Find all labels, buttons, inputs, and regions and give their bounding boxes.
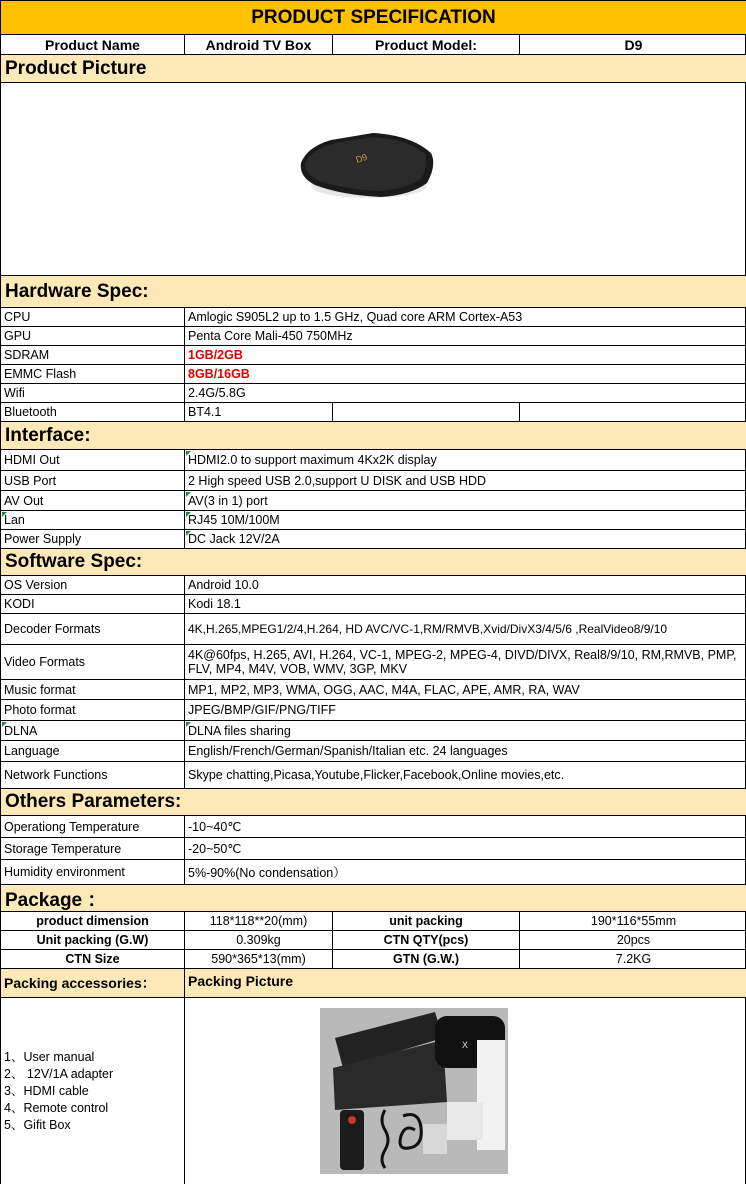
pk-value: 190*116*55mm	[519, 912, 746, 930]
sw-value: English/French/German/Spanish/Italian etc. 24 languages	[184, 741, 746, 761]
if-label: Lan	[1, 511, 184, 529]
if-row	[0, 450, 746, 471]
sw-row	[0, 721, 746, 741]
product-name-value: Android TV Box	[184, 35, 332, 54]
pk-row	[0, 931, 746, 950]
if-row	[0, 530, 746, 549]
sw-label: KODI	[4, 597, 35, 611]
hw-value: 2.4G/5.8G	[184, 384, 746, 402]
pk-label: Unit packing (G.W)	[36, 933, 149, 947]
sw-value: DLNA files sharing	[184, 721, 746, 740]
accessory-item: 1、User manual	[4, 1049, 95, 1064]
interface-heading: Interface:	[0, 422, 746, 450]
tv-box-image	[1, 83, 746, 276]
if-label: AV Out	[4, 493, 44, 508]
product-name-label: Product Name	[45, 36, 140, 53]
pk-value: 7.2KG	[519, 950, 746, 968]
accessories-list	[1, 998, 184, 1184]
pk-label: unit packing	[332, 912, 519, 930]
sw-label: Music format	[4, 682, 76, 697]
accessory-item: 2、 12V/1A adapter	[4, 1066, 114, 1081]
hw-label: EMMC Flash	[4, 367, 77, 381]
hw-row	[0, 403, 746, 422]
ot-value: 5%-90%(No condensation）	[184, 860, 746, 884]
others-heading: Others Parameters:	[0, 789, 746, 816]
if-row	[0, 511, 746, 530]
sw-label: Network Functions	[4, 768, 108, 782]
header-row	[0, 35, 746, 55]
product-model-label: Product Model:	[332, 35, 519, 54]
product-picture	[0, 83, 746, 276]
hw-label: CPU	[4, 310, 31, 324]
sw-label: DLNA	[1, 721, 184, 740]
pk-row	[0, 950, 746, 969]
sw-row	[0, 741, 746, 762]
hw-row	[0, 327, 746, 346]
pk-value: 590*365*13(mm)	[184, 950, 332, 968]
pk-value: 0.309kg	[184, 931, 332, 949]
ot-row	[0, 816, 746, 838]
sw-value: JPEG/BMP/GIF/PNG/TIFF	[184, 700, 746, 720]
hw-label: GPU	[4, 329, 32, 343]
sw-value: MP1, MP2, MP3, WMA, OGG, AAC, M4A, FLAC, APE, AMR, RA, WAV	[184, 680, 746, 699]
hardware-heading: Hardware Spec:	[0, 276, 746, 308]
spec-title: PRODUCT SPECIFICATION	[0, 0, 746, 35]
if-row	[0, 471, 746, 491]
hw-value: 1GB/2GB	[184, 346, 746, 364]
sw-label: Decoder Formats	[4, 622, 101, 636]
sw-value: 4K,H.265,MPEG1/2/4,H.264, HD AVC/VC-1,RM/RMVB,Xvid/DivX3/4/5/6 ,RealVideo8/9/10	[184, 614, 746, 644]
if-label: HDMI Out	[4, 453, 60, 467]
sw-label: Video Formats	[4, 655, 86, 669]
product-model-value: D9	[519, 35, 746, 54]
pk-label: product dimension	[36, 914, 149, 928]
hw-label: Bluetooth	[4, 405, 57, 419]
if-label: USB Port	[4, 473, 57, 488]
sw-label: Photo format	[4, 703, 76, 717]
accessory-item: 4、Remote control	[4, 1100, 109, 1115]
hw-row	[0, 384, 746, 403]
pk-label: CTN QTY(pcs)	[332, 931, 519, 949]
hw-value: 8GB/16GB	[184, 365, 746, 383]
packing-box-logo: X	[462, 1040, 469, 1050]
ot-label: Storage Temperature	[4, 841, 122, 856]
hw-value: Amlogic S905L2 up to 1.5 GHz, Quad core ARM Cortex-A53	[184, 308, 746, 326]
sw-row	[0, 645, 746, 680]
packing-picture-label: Packing Picture	[184, 969, 746, 997]
sw-value: Android 10.0	[184, 576, 746, 594]
sw-label: Language	[4, 744, 60, 758]
empty-cell	[519, 403, 746, 421]
packing-picture	[184, 998, 746, 1184]
sw-row	[0, 595, 746, 614]
software-heading: Software Spec:	[0, 549, 746, 576]
pk-row	[0, 912, 746, 931]
hw-value: Penta Core Mali-450 750MHz	[184, 327, 746, 345]
ot-label: Humidity environment	[4, 865, 125, 879]
pk-label: CTN Size	[65, 952, 120, 966]
sw-label: OS Version	[4, 578, 68, 592]
accessories-header-row	[0, 969, 746, 998]
accessories-row	[0, 998, 746, 1184]
sw-row	[0, 762, 746, 789]
if-row	[0, 491, 746, 511]
ot-label: Operationg Temperature	[4, 819, 140, 834]
sw-value: Skype chatting,Picasa,Youtube,Flicker,Facebook,Online movies,etc.	[184, 762, 746, 788]
tv-box-logo: D9	[354, 151, 369, 165]
if-value: HDMI2.0 to support maximum 4Kx2K display	[184, 450, 746, 470]
accessory-item: 5、Gifit Box	[4, 1117, 71, 1132]
if-value: RJ45 10M/100M	[184, 511, 746, 529]
package-heading: Package ：	[0, 885, 746, 912]
pk-value: 118*118**20(mm)	[184, 912, 332, 930]
sw-row	[0, 680, 746, 700]
sw-row	[0, 614, 746, 645]
sw-row	[0, 576, 746, 595]
accessory-item: 3、HDMI cable	[4, 1083, 89, 1098]
if-value: 2 High speed USB 2.0,support U DISK and USB HDD	[184, 471, 746, 490]
if-value: AV(3 in 1) port	[184, 491, 746, 510]
product-picture-heading: Product Picture	[0, 55, 746, 83]
ot-value: -20~50℃	[184, 838, 746, 859]
ot-value: -10~40℃	[184, 816, 746, 837]
hw-value: BT4.1	[184, 403, 332, 421]
hw-row	[0, 365, 746, 384]
hw-row	[0, 308, 746, 327]
pk-value: 20pcs	[519, 931, 746, 949]
ot-row	[0, 860, 746, 885]
hw-row	[0, 346, 746, 365]
pk-label: GTN (G.W.)	[332, 950, 519, 968]
sw-row	[0, 700, 746, 721]
sw-value: 4K@60fps, H.265, AVI, H.264, VC-1, MPEG-2, MPEG-4, DIVD/DIVX, Real8/9/10, RM,RMVB, PMP, FLV, MP4, M4V, VOB, WMV, 3GP, MKV	[184, 645, 746, 679]
accessories-heading: Packing accessories：	[1, 969, 184, 997]
packing-photo	[185, 998, 746, 1184]
hw-label: SDRAM	[4, 348, 50, 362]
ot-row	[0, 838, 746, 860]
empty-cell	[332, 403, 519, 421]
if-value: DC Jack 12V/2A	[184, 530, 746, 548]
hw-label: Wifi	[4, 386, 25, 400]
if-label: Power Supply	[4, 532, 82, 546]
sw-value: Kodi 18.1	[184, 595, 746, 613]
